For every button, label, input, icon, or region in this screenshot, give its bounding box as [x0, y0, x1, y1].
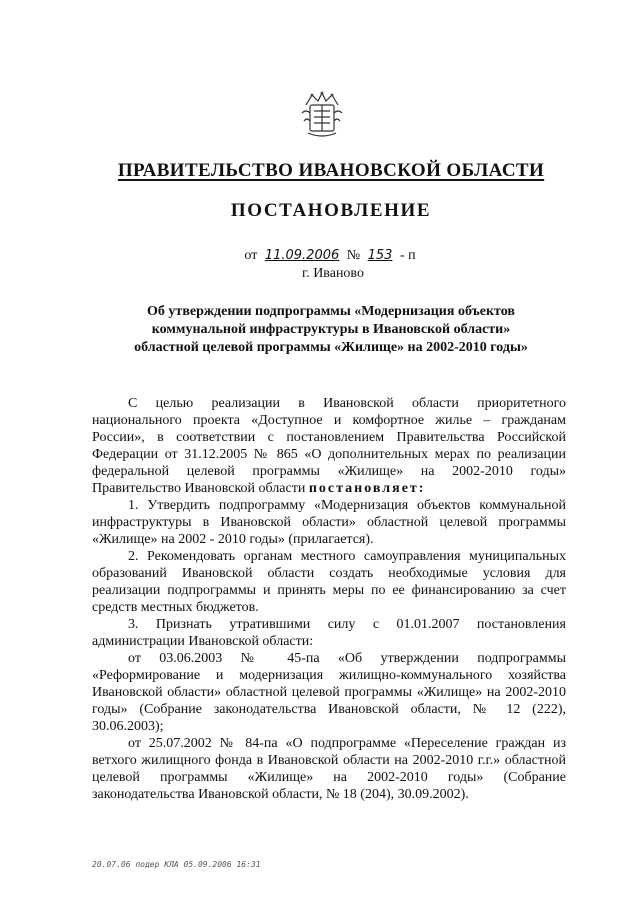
- coat-of-arms-icon: [296, 87, 348, 139]
- item-3: 3. Признать утратившими силу с 01.01.2007 постановления администрации Ивановской области:: [92, 617, 566, 649]
- decree-word: постановляет:: [308, 481, 426, 496]
- issue-place: г. Иваново: [302, 266, 364, 281]
- document-body: [92, 395, 566, 803]
- subject-line: коммунальной инфраструктуры в Ивановской области»: [151, 322, 511, 337]
- preamble-text: С целью реализации в Ивановской области приоритетного национального проекта «Доступное и комфортное жилье – гражданам России», в соответствии с постановлением Правительства Российской Федерации от 31.12.2005 № 865 «О дополнительных мерах по реализации федеральной целевой программы «Жилище» на 2002-2010 годы» Правительство Ивановской области: [92, 396, 566, 496]
- government-title: ПРАВИТЕЛЬСТВО ИВАНОВСКОЙ ОБЛАСТИ: [117, 160, 545, 181]
- item-2: 2. Рекомендовать органам местного самоуправления муниципальных образований Ивановской области создать необходимые условия для реализации подпрограммы и принять меры по ее финансированию за счет средств местных бюджетов.: [92, 549, 566, 615]
- subject-line: областной целевой программы «Жилище» на 2002-2010 годы»: [134, 340, 528, 355]
- number-suffix: - п: [399, 248, 416, 263]
- subject-line: Об утверждении подпрограммы «Модернизация объектов: [147, 304, 515, 319]
- preamble-paragraph: [92, 395, 566, 497]
- item-3-subitem: от 25.07.2002 № 84-па «О подпрограмме «Переселение граждан из ветхого жилищного фонда в Ивановской области на 2002-2010 г.г.» областной целевой программы «Жилище» на 2002-2010 годы» (Собрание законодательства Ивановской области, № 18 (204), 30.09.2002).: [92, 736, 566, 802]
- document-number: 153: [367, 248, 393, 263]
- from-label: от: [244, 248, 258, 263]
- number-label: №: [346, 248, 361, 263]
- document-type: ПОСТАНОВЛЕНИЕ: [230, 200, 432, 221]
- item-3-subitem: от 03.06.2003 № 45-па «Об утверждении подпрограммы «Реформирование и модернизация жилищно-коммунального хозяйства Ивановской области» областной целевой программы «Жилище» на 2002-2010 годы» (Собрание законодательства Ивановской области, № 12 (222), 30.06.2003);: [92, 651, 566, 734]
- document-subject: [124, 303, 538, 357]
- document-reference: [0, 248, 640, 264]
- footer-stamp: 20.07.06 подер КЛА 05.09.2006 16:31: [92, 860, 261, 869]
- item-1: 1. Утвердить подпрограмму «Модернизация объектов коммунальной инфраструктуры в Ивановской области» областной целевой программы «Жилище» на 2002 - 2010 годы» (прилагается).: [92, 498, 566, 547]
- document-date: 11.09.2006: [264, 248, 340, 263]
